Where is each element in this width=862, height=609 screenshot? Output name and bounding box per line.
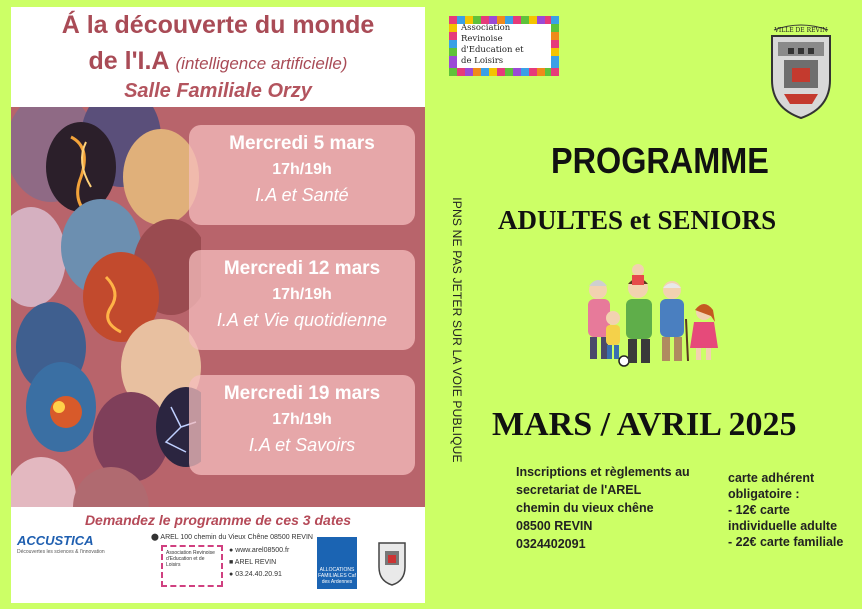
session-hours: 17h/19h (272, 161, 332, 178)
session-topic: I.A et Savoirs (248, 435, 356, 455)
contact-lines (229, 545, 289, 581)
mini-arel-logo: Association Revinoise d'Education et de Loisirs (161, 545, 223, 587)
poster-title-paren: (intelligence artificielle) (175, 54, 348, 73)
membership-card-info: carte adhérent obligatoire : - 12€ carte individuelle adulte - 22€ carte familiale (728, 471, 844, 549)
poster-title-ia: de l'I.A (88, 47, 169, 75)
location-pin-icon: ⬤ (151, 534, 161, 541)
session-topic: I.A et Santé (255, 185, 349, 205)
session-hours: 17h/19h (272, 286, 332, 303)
arel-logo (449, 16, 559, 76)
poster-cta-band: Demandez le programme de ces 3 dates (11, 507, 425, 533)
poster-venue: Salle Familiale Orzy (124, 80, 312, 102)
session-card (189, 250, 415, 350)
poster-title-line1: Á la découverte du monde (61, 11, 375, 39)
session-topic: I.A et Vie quotidienne (216, 310, 388, 330)
mini-city-crest-icon (375, 537, 409, 587)
revin-city-crest-icon (766, 22, 836, 122)
poster-header (11, 7, 425, 107)
period-heading: MARS / AVRIL 2025 (492, 406, 797, 443)
poster-partner-logos (11, 533, 425, 603)
facebook-text: AREL REVIN (234, 559, 277, 566)
session-card (189, 375, 415, 475)
arel-logo-text: Association Revinoise d'Education et de Loisirs (461, 23, 524, 66)
session-card (189, 125, 415, 225)
session-day: Mercredi 5 mars (229, 133, 375, 154)
audience-heading: ADULTES et SENIORS (498, 205, 777, 235)
caf-logo: ALLOCATIONS FAMILIALES Caf des Ardennes (317, 537, 357, 589)
accustica-logo: ACCUSTICA (17, 533, 94, 548)
globe-icon: ● (229, 547, 236, 554)
session-day: Mercredi 19 mars (223, 383, 381, 404)
ipns-notice (448, 180, 464, 480)
session-day: Mercredi 12 mars (223, 258, 381, 279)
family-illustration (580, 264, 730, 368)
accustica-tagline: Découvertes les sciences & l'innovation (17, 549, 105, 555)
ipns-notice-text: IPNS NE PAS JETER SUR LA VOIE PUBLIQUE (450, 197, 464, 463)
phone-icon: ● (229, 571, 236, 578)
phone-text: 03.24.40.20.91 (235, 571, 282, 578)
head-silhouettes-illustration (11, 107, 201, 525)
website-text: www.arel08500.fr (235, 547, 290, 554)
poster-title-line2 (11, 47, 425, 76)
arel-address: ⬤ AREL 100 chemin du Vieux Chêne 08500 REVIN (151, 534, 313, 541)
programme-heading: PROGRAMME (551, 140, 769, 181)
inscriptions-info: Inscriptions et règlements au secretariat de l'AREL chemin du vieux chêne 08500 REVIN 0324402091 (516, 465, 690, 551)
poster-body (11, 107, 425, 525)
crest-label: VILLE DE REVIN (774, 27, 828, 34)
event-poster (11, 7, 425, 603)
facebook-icon: ■ (229, 559, 235, 566)
session-hours: 17h/19h (272, 411, 332, 428)
